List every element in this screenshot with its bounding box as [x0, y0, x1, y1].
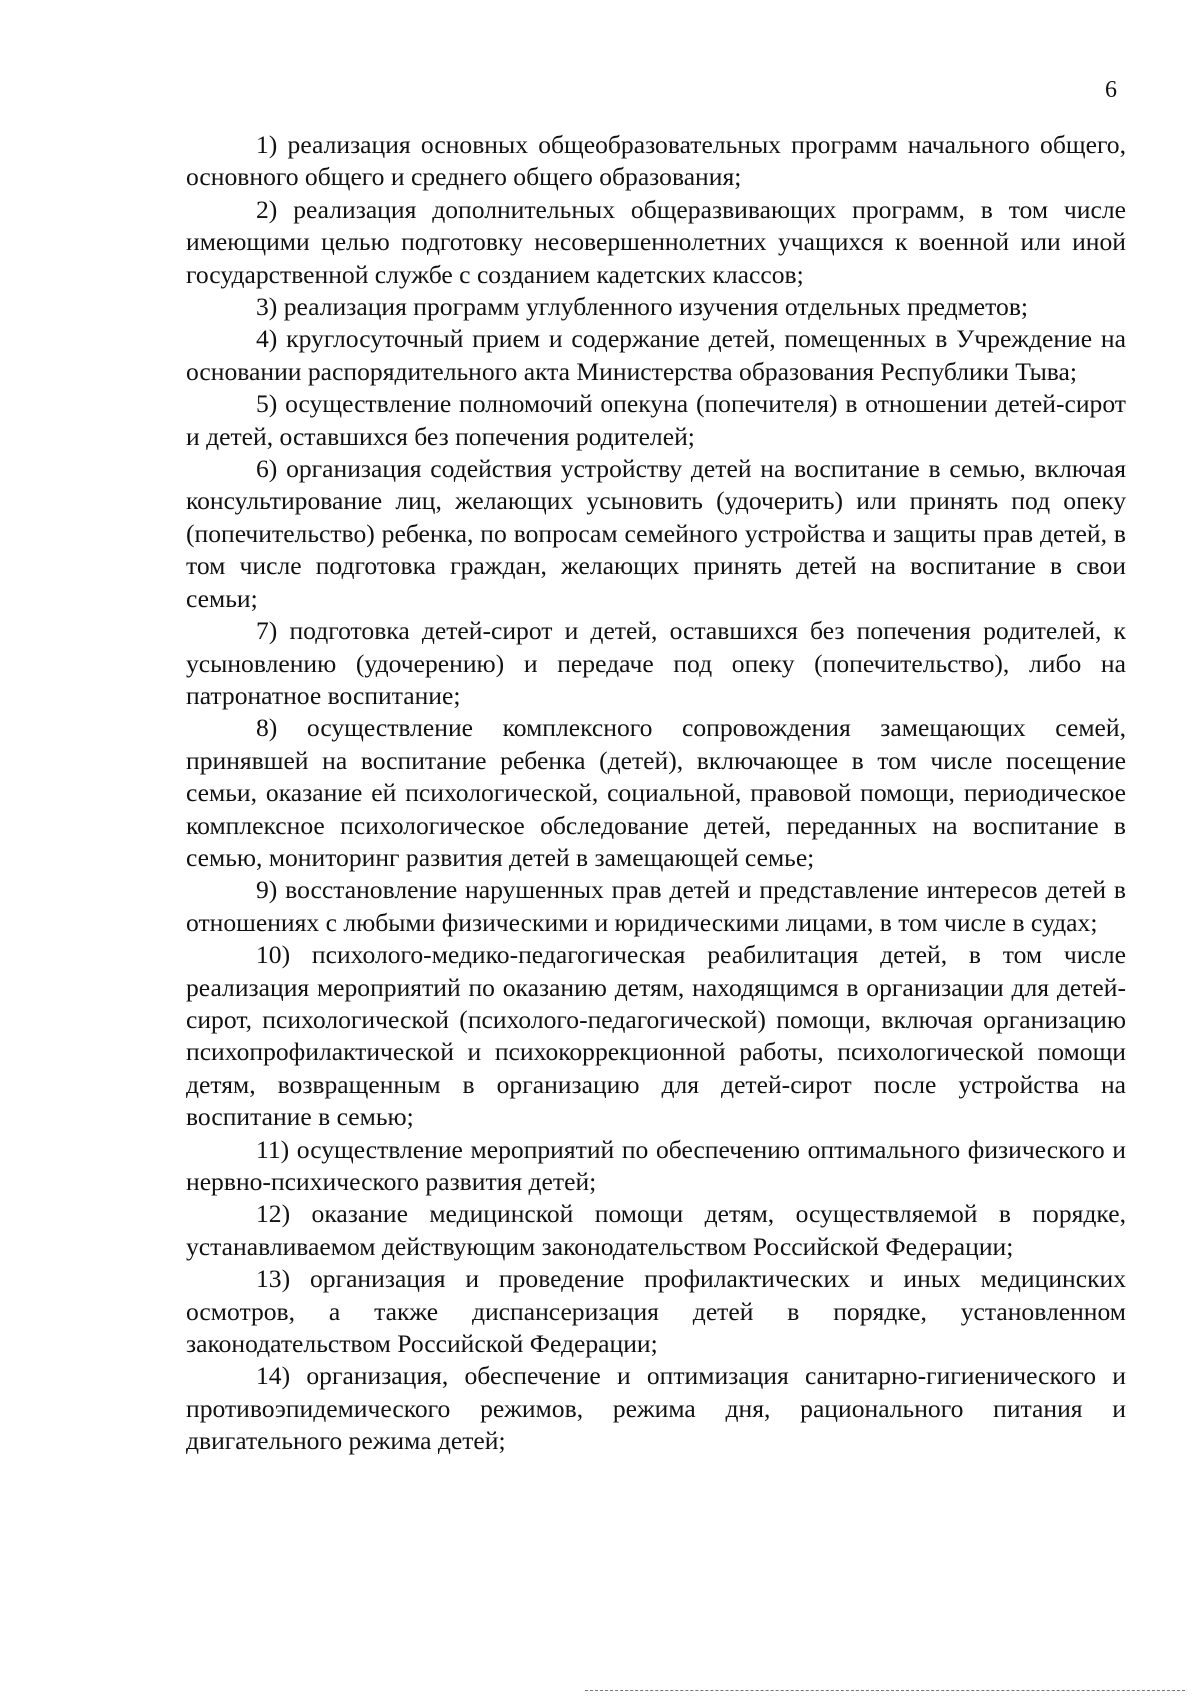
list-item-5: 5) осуществление полномочий опекуна (попечителя) в отношении детей-сирот и детей, оставшихся без попечения родителей; — [186, 389, 1126, 451]
list-item-3: 3) реализация программ углубленного изучения отдельных предметов; — [256, 292, 1029, 322]
list-item-14: 14) организация, обеспечение и оптимизация санитарно-гигиенического и противоэпидемического режимов, режима дня, рационального питания и двигательного режима детей; — [186, 1361, 1126, 1456]
list-item-1: 1) реализация основных общеобразовательных программ начального общего, основного общего и среднего общего образования; — [186, 130, 1126, 192]
list-item-6: 6) организация содействия устройству детей на воспитание в семью, включая консультирование лиц, желающих усыновить (удочерить) или принять под опеку (попечительство) ребенка, по вопросам семейного устройства и защиты прав детей, в том числе подготовка граждан, желающих принять детей на воспитание в свои семьи; — [186, 454, 1126, 613]
list-item-4: 4) круглосуточный прием и содержание детей, помещенных в Учреждение на основании распорядительного акта Министерства образования Республики Тыва; — [186, 324, 1126, 386]
footer-rule — [585, 1690, 1185, 1691]
page-number: 6 — [1105, 77, 1117, 103]
list-item-10: 10) психолого-медико-педагогическая реабилитация детей, в том числе реализация мероприятий по оказанию детям, находящимся в организации для детей-сирот, психологической (психолого-педагогической) помощи, включая организацию психопрофилактической и психокоррекционной работы, психологической помощи детям, возвращенным в организацию для детей-сирот после устройства на воспитание в семью; — [186, 940, 1126, 1132]
list-item-12: 12) оказание медицинской помощи детям, осуществляемой в порядке, устанавливаемом действующим законодательством Российской Федерации; — [186, 1199, 1126, 1261]
list-item-13: 13) организация и проведение профилактических и иных медицинских осмотров, а также диспансеризация детей в порядке, установленном законодательством Российской Федерации; — [186, 1264, 1126, 1359]
list-item-9: 9) восстановление нарушенных прав детей и представление интересов детей в отношениях с любыми физическими и юридическими лицами, в том числе в судах; — [186, 875, 1126, 937]
list-item-2: 2) реализация дополнительных общеразвивающих программ, в том числе имеющими целью подготовку несовершеннолетних учащихся к военной или иной государственной службе с созданием кадетских классов; — [186, 194, 1126, 289]
list-item-11: 11) осуществление мероприятий по обеспечению оптимального физического и нервно-психического развития детей; — [186, 1134, 1126, 1196]
list-item-7: 7) подготовка детей-сирот и детей, оставшихся без попечения родителей, к усыновлению (удочерению) и передаче под опеку (попечительство), либо на патронатное воспитание; — [186, 616, 1126, 710]
document-body — [186, 129, 1126, 1458]
list-item-8: 8) осуществление комплексного сопровождения замещающих семей, принявшей на воспитание ребенка (детей), включающее в том числе посещение семьи, оказание ей психологической, социальной, правовой помощи, периодическое комплексное психологическое обследование детей, переданных на воспитание в семью, мониторинг развития детей в замещающей семье; — [186, 713, 1126, 872]
